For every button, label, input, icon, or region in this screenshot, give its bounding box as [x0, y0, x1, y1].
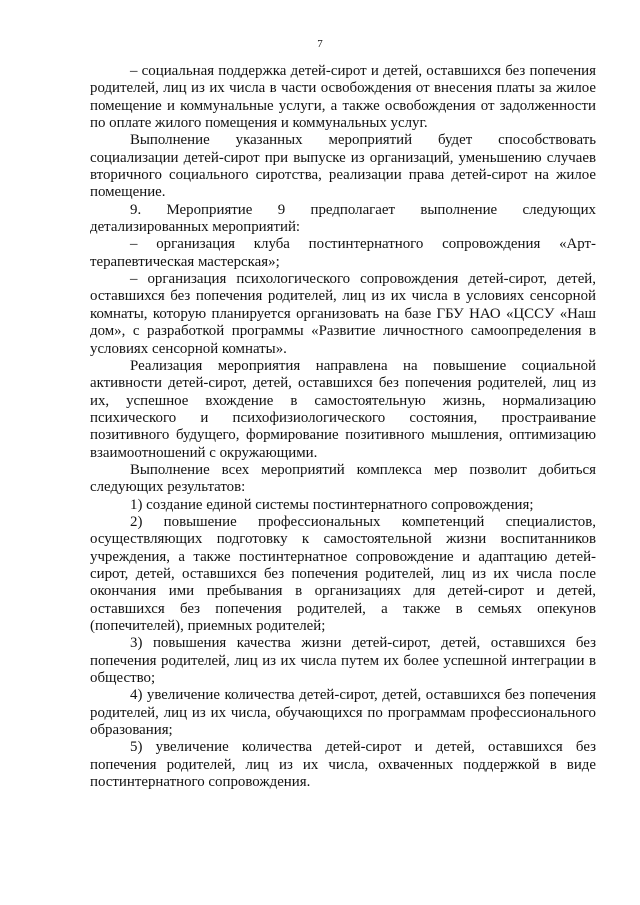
- bullet-art-therapy-club: – организация клуба постинтернатного сопровождения «Арт-терапевтическая мастерская»;: [90, 236, 596, 270]
- paragraph-implementation-goal: Реализация мероприятия направлена на повышение социальной активности детей-сирот, детей, оставшихся без попечения родителей, лиц из их, успешное вхождение в самостоятельную жизнь, нормализацию психического и психофизиологического состояния, простраивание позитивного будущего, формирование позитивного мышления, оптимизацию взаимоотношений с окружающими.: [90, 357, 596, 461]
- result-item-2: 2) повышение профессиональных компетенций специалистов, осуществляющих подготовку к самостоятельной жизни воспитанников учреждения, а также постинтернатное сопровождение и адаптацию детей-сирот, детей, оставшихся без попечения родителей, лиц из их числа после окончания ими пребывания в организациях для детей-сирот и детей, оставшихся без попечения родителей, а также в семьях опекунов (попечителей), приемных родителей;: [90, 513, 596, 634]
- result-item-4: 4) увеличение количества детей-сирот, детей, оставшихся без попечения родителей, лиц из их числа, обучающихся по программам профессионального образования;: [90, 687, 596, 739]
- document-body: [90, 63, 596, 791]
- result-item-5: 5) увеличение количества детей-сирот и детей, оставшихся без попечения родителей, лиц из их числа, охваченных поддержкой в виде постинтернатного сопровождения.: [90, 739, 596, 791]
- result-item-1: 1) создание единой системы постинтернатного сопровождения;: [130, 496, 534, 513]
- bullet-social-support: – социальная поддержка детей-сирот и детей, оставшихся без попечения родителей, лиц из их числа в части освобождения от внесения платы за жилое помещение и коммунальные услуги, а также освобождения от задолженности по оплате жилого помещения и коммунальных услуг.: [90, 63, 596, 132]
- bullet-psychological-support: – организация психологического сопровождения детей-сирот, детей, оставшихся без попечения родителей, лиц из их числа в условиях сенсорной комнаты, которую планируется организовать на базе ГБУ НАО «ЦССУ «Наш дом», с разработкой программы «Развитие личностного самоопределения в условиях сенсорной комнаты».: [90, 271, 596, 357]
- paragraph-results-intro: Выполнение всех мероприятий комплекса мер позволит добиться следующих результатов:: [90, 461, 596, 496]
- result-item-3: 3) повышения качества жизни детей-сирот, детей, оставшихся без попечения родителей, лиц из их числа путем их более успешной интеграции в общество;: [90, 635, 596, 687]
- page-number: 7: [317, 38, 323, 50]
- paragraph-measures-outcome: Выполнение указанных мероприятий будет способствовать социализации детей-сирот при выпуске из организаций, уменьшению случаев вторичного социального сиротства, реализации права детей-сирот на жилое помещение.: [90, 132, 596, 201]
- paragraph-measure-9: 9. Мероприятие 9 предполагает выполнение следующих детализированных мероприятий:: [90, 201, 596, 236]
